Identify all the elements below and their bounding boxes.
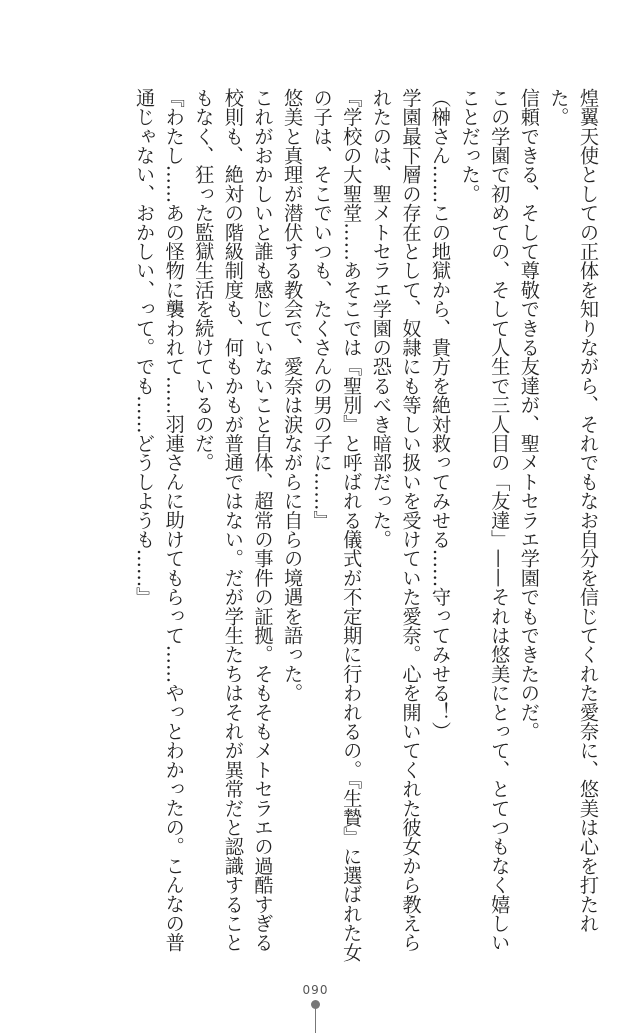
folio-line xyxy=(315,1008,316,1033)
paragraph: （榊さん……この地獄から、貴方を絶対救ってみせる……守ってみせる！） xyxy=(429,88,453,741)
paragraph: 『学校の大聖堂……あそこでは『聖別』と呼ばれる儀式が不定期に行われるの。『生贄』に選ばれた女の子は、そこでいつも、たくさんの男の子に……』 xyxy=(310,88,364,962)
paragraph: 悠美と真理が潜伏する教会で、愛奈は涙ながらに自らの境遇を語った。 xyxy=(281,88,305,703)
page-number: 090 xyxy=(302,983,329,997)
paragraph: 『わたし……あの怪物に襲われて……羽連さんに助けてもらって……やっとわかったの。こんなの普通じゃない、おかしい、って。でも……どうしようも……』 xyxy=(133,88,186,952)
paragraph: 煌翼天使としての正体を知りながら、それでもなお自分を信じてくれた愛奈に、悠美は心を打たれた。 xyxy=(547,88,600,933)
paragraph: これがおかしいと誰も感じていないこと自体、超常の事件の証拠。そもそもメトセラエの過酷すぎる校則も、絶対の階級制度も、何もかもが普通ではない。だが学生たちはそれが異常だと認識することもなく、狂った監獄生活を続けているのだ。 xyxy=(192,88,275,952)
body-text xyxy=(23,88,603,968)
paragraph: 信頼できる、そして尊敬できる友達が、聖メトセラエ学園でもできたのだ。 xyxy=(517,88,541,741)
paragraph: この学園で初めての、そして人生で三人目の「友達」——それは悠美にとって、とてつもなく嬉しいことだった。 xyxy=(458,88,512,952)
paragraph: 学園最下層の存在として、奴隷にも等しい扱いを受けていた愛奈。心を開いてくれた彼女から教えられたのは、聖メトセラエ学園の恐るべき暗部だった。 xyxy=(369,88,423,952)
